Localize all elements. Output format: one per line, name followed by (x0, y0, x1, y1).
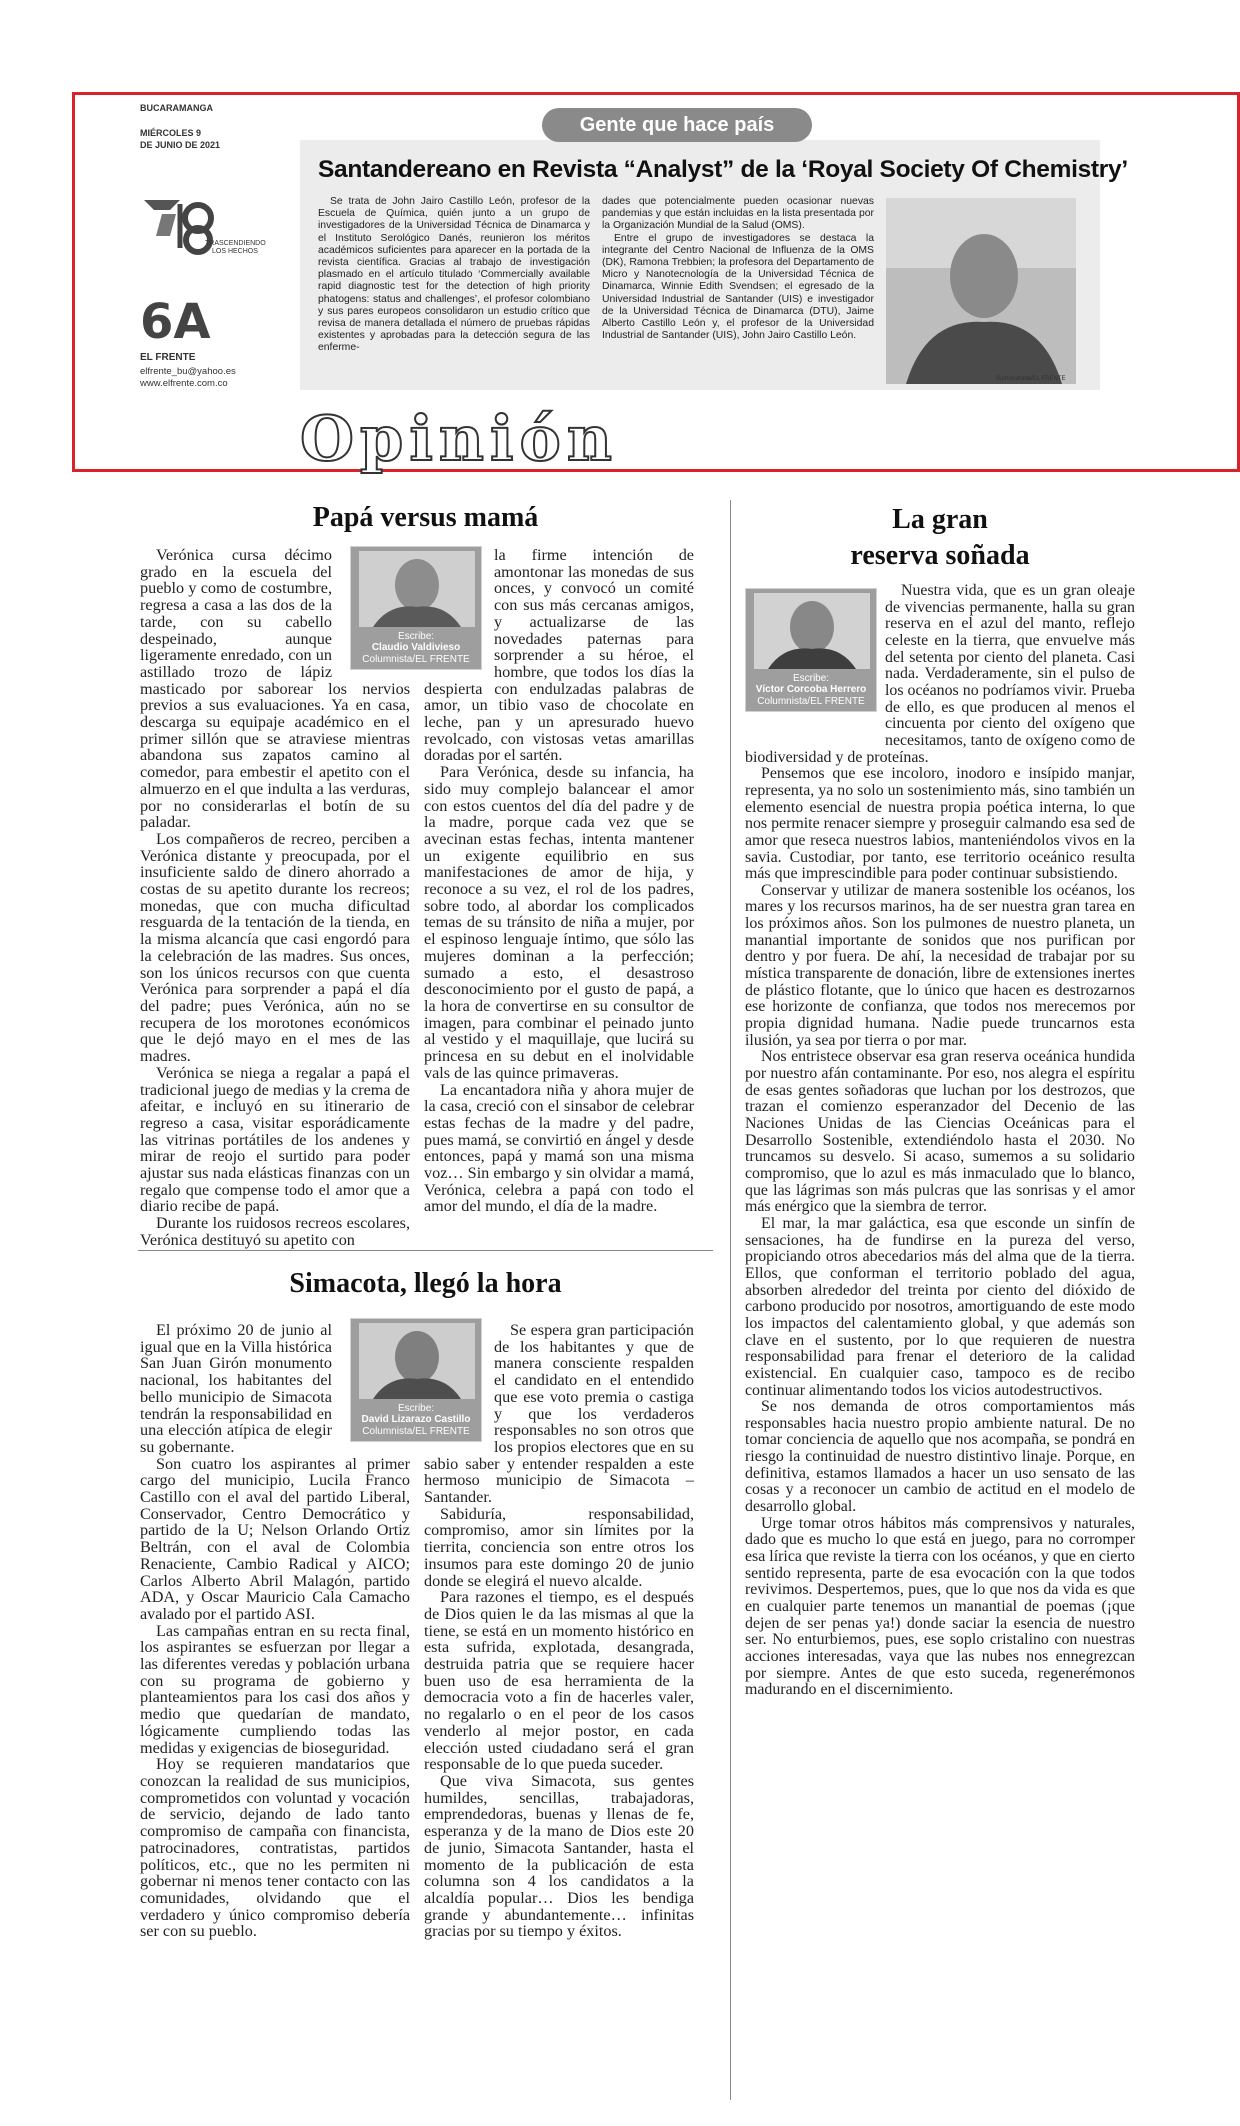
title-line-2: reserva soñada (850, 540, 1030, 571)
paragraph: Son cuatro los aspirantes al primer cargo del municipio, Lucila Franco Castillo con el aval del partido Liberal, Conservador, Centro Democrático y partido de la U; Nelson Orlando Ortiz Beltrán, con el aval de Colombia Renaciente, Cambio Radical y AICO; Carlos Alberto Abril Malagón, partido ADA, y Oscar Mauricio Cala Camacho avalado por el partido ASI. (140, 1454, 410, 1623)
article-divider (138, 1250, 713, 1251)
logo-caption-1: TRASCENDIENDO (205, 240, 266, 247)
paragraph: Para Verónica, desde su infancia, ha sido muy complejo balancear el amor con estos cuentos del día del padre y de la madre, porque cada vez que se avecinan estas fechas, intenta mantener un exigente equilibrio en sus manifestaciones de amor de hija, y reconoce a su vez, el rol de los padres, sobre todo, al abordar los complicados temas de su tránsito de niña a mujer, por el espinoso lenguaje íntimo, que sólo las mujeres dominan a la perfección; sumado a esto, el desastroso desconocimiento por el gusto de papá, a la hora de convertirse en su consultor de imagen, para combinar el peinado junto al vestido y el maquillaje, que lucirá su princesa en su debut en el inolvidable vals de las quince primaveras. (424, 763, 694, 1082)
paragraph: El próximo 20 de junio al igual que en la Villa histórica San Juan Girón monumento nacional, los habitantes del bello municipio de Simacota tendrán la responsabilidad en una elección atípica de elegir su gobernante. (140, 1321, 332, 1456)
author-name: Claudio Valdivieso (371, 642, 461, 653)
paragraph: Conservar y utilizar de manera sostenible los océanos, los mares y los recursos marinos, ha de ser nuestra gran tarea en los próximos años. Son los pulmones de nuestro planeta, un manantial importante de sonidos que nos purifican por dentro y por fuera. De ahí, la necesidad de trabajar por su mística transparente de donación, libre de extensiones inertes de plástico flotante, que lo único que hacen es destrozarnos ese horizonte de confianza, que todos nos merecemos por propia dignidad humana. Nadie puede truncarnos esta ilusión, ya sea por tierra o por mar. (745, 881, 1135, 1049)
byline-label: Escribe: (792, 672, 830, 684)
feature-column-2 (602, 196, 874, 342)
paragraph: Verónica cursa décimo grado en la escuela del pueblo y como de costumbre, regresa a casa a las dos de la tarde, con su cabello despeinado, aunque ligeramente enredado, con un astillado trozo de lápiz masticado por saborear los nervios previos a sus evaluaciones. Ya en casa, descarga su equipaje académico en el primer sillón que se atraviese mientras abandona sus zapatos camino al comedor, para embestir el apetito con el almuerzo en el que indulta a las verduras, por no considerarlas el botín de su paladar. (140, 546, 410, 832)
feature-kicker: Gente que hace país (542, 108, 812, 142)
article1-column-1 (140, 547, 410, 1249)
paragraph: Nuestra vida, que es un gran oleaje de vivencias permanente, halla su gran reserva en el azul del manto, reflejo celeste en la tierra, que envuelve más del setenta por ciento del planeta. Casi nada. Verdaderamente, sin el pulso de los océanos no podríamos vivir. Prueba de ello, es que producen al menos el cincuenta por ciento del oxígeno que necesitamos, tanto de oxígeno como de biodiversidad y de proteínas. (745, 582, 1135, 766)
logo-caption-2: LOS HECHOS (212, 248, 258, 255)
article-title: Papá versus mamá (312, 502, 539, 533)
article-title (745, 502, 1135, 574)
wrap-spacer (332, 547, 410, 673)
city-label: BUCARAMANGA (140, 103, 213, 113)
article2-column-2 (424, 1322, 694, 1940)
paragraph: El mar, la mar galáctica, esa que esconde un sinfín de sensaciones, ha de fundirse en la pureza del verso, propiciando otros abecedarios más del alma que de la tierra. Ellos, que conforman el territorio poblado del agua, absorben alrededor del treinta por ciento del dióxido de carbono producido por nosotros, amortiguando de este modo los impactos del calentamiento global, y que además son clave en el sustento, por lo que requieren de nuestra responsabilidad para frenar el deterioro de la calidad existencial. En cualquier caso, tampoco es de recibo continuar alimentando todos los vicios autodestructivos. (745, 1214, 1135, 1399)
email-link[interactable]: elfrente_bu@yahoo.es (140, 366, 236, 377)
article2-column-1 (140, 1322, 410, 1940)
paragraph: Que viva Simacota, sus gentes humildes, sencillas, trabajadoras, emprendedoras, buenas y llenas de fe, esperanza y de la mano de Dios este 20 de junio, Simacota Santander, hasta el momento de la publicación de esta columna son 4 los candidatos a la alcaldía popular… Dios les bendiga grande y abundantemente… infinitas gracias por su tiempo y éxitos. (424, 1771, 694, 1941)
feature-paragraph: Entre el grupo de investigadores se destaca la integrante del Centro Nacional de Influenza de la OMS (DK), Ramona Trebbien; la profesora del Departamento de Micro y Nanotecnología de la Universidad Técnica de Dinamarca, Winnie Edith Svendsen; el egresado de la Universidad Industrial de Santander (UIS) e investigador de la Universidad Técnica de Dinamarca (DTU), Jaime Alberto Castillo León y, el profesor de la Universidad Industrial de Santander (UIS), John Jairo Castillo León. (602, 232, 874, 342)
wrap-spacer (332, 1322, 410, 1448)
portrait-image (886, 198, 1076, 384)
paragraph: Se nos demanda de otros comportamientos más responsables hacia nuestro propio ambiente natural. De no tomar conciencia de aquello que nos acompaña, se pondrá en riesgo la continuidad de nuestro distintivo linaje. Porque, en definitiva, estamos llamados a hacer un uso sensato de las cosas y a reconocer un cambio de actitud en el modelo de desarrollo global. (745, 1398, 1135, 1516)
paragraph: Para razones el tiempo, es el después de Dios quien le da las mismas al que la tiene, se está en un momento histórico en esta sufrida, explotada, desangrada, destruida patria que se requiere hacer buen uso de esa herramienta de la democracia voto a fin de hacerles valer, no regalarlo o en el peor de los casos venderlo al mejor postor, en cada elección usted ciudadano será el gran responsable de lo que pueda suceder. (424, 1588, 694, 1774)
photo-credit: Suministrada/EL FRENTE (996, 376, 1066, 382)
date-line-2: DE JUNIO DE 2021 (140, 140, 221, 150)
paragraph: Verónica se niega a regalar a papá el tradicional juego de medias y la crema de afeitar, e incluyó en su itinerario de regreso a casa, visitar esporádicamente las vitrinas portátiles de los andenes y mirar de reojo el surtido para poder ajustar sus nada elásticas finanzas con un regalo que compense todo el amor que a diario recibe de papá. (140, 1063, 410, 1216)
feature-paragraph: dades que potencialmente pueden ocasionar nuevas pandemias y que están incluidas en la lista presentada por la Organización Mundial de la Salud (OMS). (602, 196, 874, 232)
feature-photo (886, 198, 1076, 384)
website-link[interactable]: www.elfrente.com.co (140, 378, 228, 389)
wrap-spacer (424, 1322, 494, 1448)
paragraph: Hoy se requieren mandatarios que conozcan la realidad de sus municipios, comprometidos con voluntad y vocación de servicio, dejando de lado tanto compromiso de campaña con financista, patrocinadores, contratistas, partidos políticos, etc., que no les permiten ni gobernar ni menos tener contacto con las comunidades, olvidando que el verdadero y único compromiso debería ser con su pueblo. (140, 1755, 410, 1941)
paragraph: Urge tomar otros hábitos más comprensivos y naturales, dado que es mucho lo que está en juego, para no corromper esa lírica que reviste la tierra con los océanos, y que en cierto sentido representa, parte de esa evocación con la que todos revivimos. Despertemos, pues, que lo que nos da vida es que en cualquier parte tenemos un manantial de poemas (¡que dejen de ser penas ya!) donde saciar la esencia de nuestro ser. No enturbiemos, pues, ese soplo cristalino con nuestras acciones interesadas, vaya que las nubes nos ennegrezcan por siempre. Antes de que esto suceda, regenerémonos madurando en el discernimiento. (745, 1514, 1135, 1699)
paragraph: Sabiduría, responsabilidad, compromiso, amor sin límites por la tierrita, conciencia son entre otros los insumos para este domingo 20 de junio donde se elegirá el nuevo alcalde. (424, 1504, 694, 1590)
paragraph: Pensemos que ese incoloro, inodoro e insípido manjar, representa, ya no solo un sostenimiento más, sino también un elemento esencial de nuestra propia poética interna, lo que nos permite renacer siempre y proseguir calmando esa sed de amor que reseca nuestros labios, manteniéndolos vivos en la savia. Custodiar, por tanto, ese territorio oceánico resulta más que imprescindible para poder continuar subsistiendo. (745, 765, 1135, 883)
article-title: Simacota, llegó la hora (289, 1268, 562, 1299)
feature-title: Santandereano en Revista “Analyst” de la ‘Royal Society Of Chemistry’ (318, 156, 1128, 183)
article1-column-2 (424, 547, 694, 1215)
paragraph: Se espera gran participación de los habitantes y que de manera consciente respalden el candidato en el entendido que ese voto premia o castiga y que los verdaderos responsables no son otros que los propios electores que en su sabio saber y entender respalden a este hermoso municipio de Simacota – Santander. (424, 1321, 694, 1507)
author-name: Víctor Corcoba Herrero (755, 684, 867, 695)
paragraph: Durante los ruidosos recreos escolares, Verónica destituyó su apetito con (140, 1214, 410, 1249)
article3-column (745, 583, 1135, 1699)
paper-name: EL FRENTE (140, 352, 196, 363)
author-role: Columnista/EL FRENTE (362, 653, 470, 665)
column-divider (730, 500, 731, 2100)
paragraph: Los compañeros de recreo, perciben a Verónica distante y preocupada, por el insuficiente saldo de dinero ahorrado a costas de su apetito durante los recreos; monedas, que con mucha dificultad resguarda de la tentación de la tienda, en la misma alcancía que casi engordó para la celebración de las madres. Sus onces, son los únicos recursos con que cuenta Verónica para sorprender a papá el día del padre; pues Verónica, aún no se recupera de los morotones económicos que le dejó mayo en el mes de las madres. (140, 829, 410, 1066)
wrap-spacer (424, 547, 494, 673)
byline-label: Escribe: (397, 630, 435, 642)
section-title: Opinión (300, 402, 618, 475)
paragraph: la firme intención de amontonar las monedas de sus onces, y convocó un comité con sus más cercanas amigos, y actualizarse de las novedades paternas para sorprender a su héroe, el hombre, que todos los días la despierta con endulzadas palabras de amor, un tibio vaso de chocolate en leche, pan y un apresurado huevo revolcado, con vistosas vetas amarillas doradas por el sartén. (424, 546, 694, 765)
page-number: 6A (140, 294, 211, 350)
author-role: Columnista/EL FRENTE (362, 1425, 470, 1437)
wrap-spacer (745, 583, 885, 733)
paragraph: Nos entristece observar esa gran reserva oceánica hundida por nuestro afán contaminante. Por eso, nos alegra el espíritu de esas gentes soñadoras que luchan por los destrozos, que trazan el comienzo esperanzador del Decenio de las Naciones Unidas de las Ciencias Oceánicas para el Desarrollo Sostenible, extendiéndolo hasta el 2030. No truncamos su desvelo. Si acaso, sumemos a su solidario compromiso, que lo azul es más inmaculado que lo blanco, que las lágrimas son más pulcras que las sonrisas y el amor más enérgico que la siembra de terror. (745, 1048, 1135, 1216)
feature-column-1 (318, 196, 590, 355)
author-role: Columnista/EL FRENTE (757, 695, 865, 707)
feature-paragraph: Se trata de John Jairo Castillo León, profesor de la Escuela de Química, quién junto a un grupo de investigadores de la Universidad Técnica de Dinamarca y el Instituto Serológico Danés, reunieron los méritos académicos suficientes para aparecer en la portada de la revista científica. Gracias al trabajo de investigación plasmado en el artículo titulado ‘Commercially available rapid diagnostic test for the detection of high priority phatogens: status and challenges’, el profesor colombiano y sus pares europeos consolidaron un estudio crítico que revisa de manera detallada el número de pruebas rápidas existentes y aprobadas para la detección segura de las enferme- (318, 196, 590, 354)
paragraph: Las campañas entran en su recta final, los aspirantes se esfuerzan por llegar a las diferentes veredas y población urbana con su programa de gobierno y planteamientos para los casi dos años y medio que quedarían de mandato, lógicamente cumpliendo todas las medidas y exigencias de bioseguridad. (140, 1621, 410, 1757)
date-line-1: MIÉRCOLES 9 (140, 128, 202, 138)
paragraph: La encantadora niña y ahora mujer de la casa, creció con el sinsabor de celebrar estas fechas de la madre y del padre, pues mamá, se convirtió en ángel y desde entonces, papá y mamá son una misma voz… Sin embargo y sin olvidar a mamá, Verónica, celebra a papá con todo el amor del mundo, el día de la madre. (424, 1080, 694, 1216)
title-line-1: La gran (892, 504, 988, 535)
author-name: David Lizarazo Castillo (361, 1414, 471, 1425)
byline-label: Escribe: (397, 1402, 435, 1414)
